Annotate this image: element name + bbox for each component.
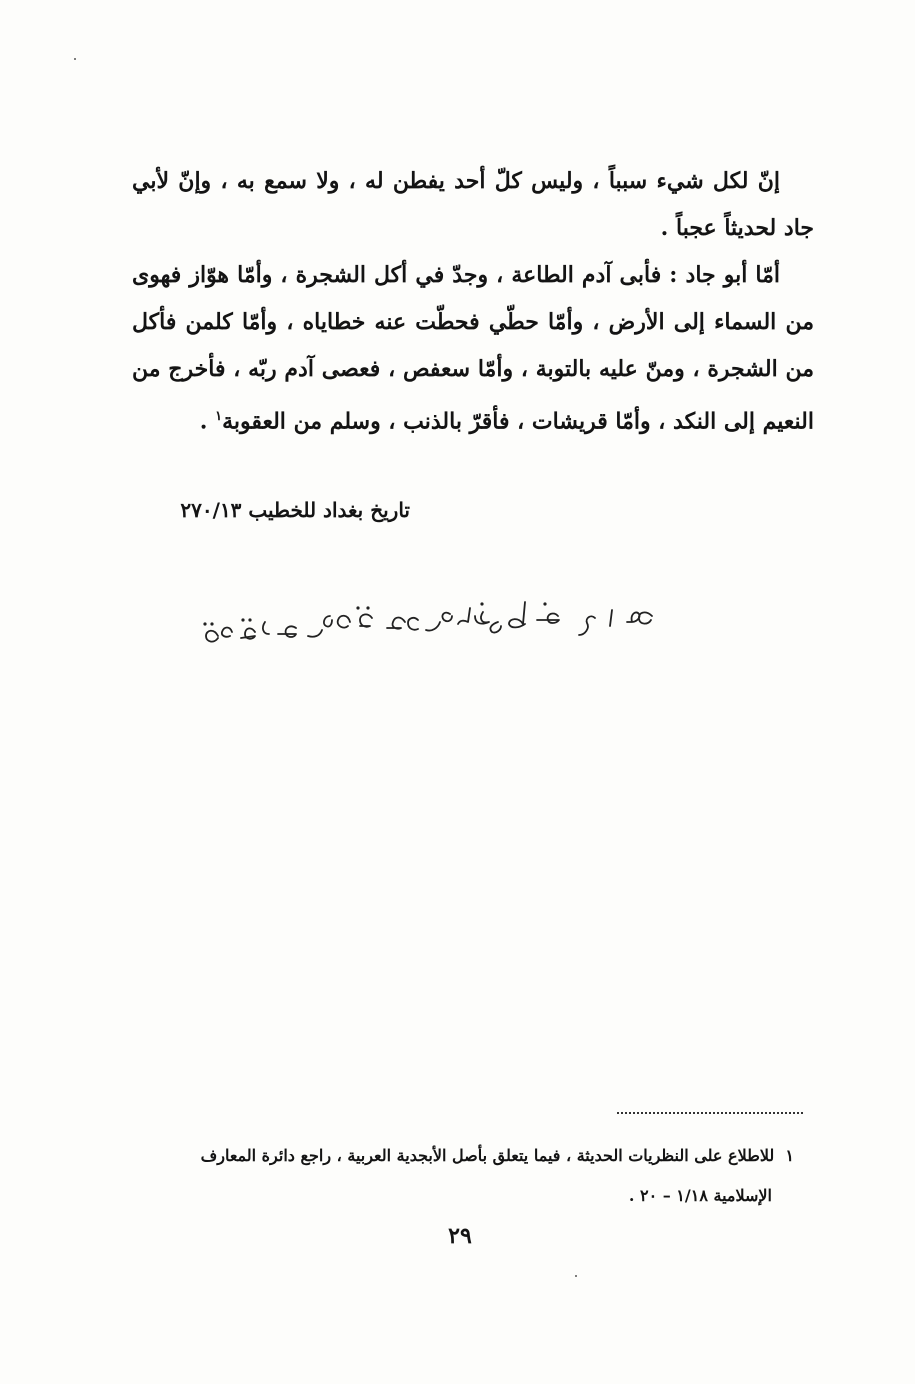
footnote-number: ١ — [785, 1146, 794, 1165]
footnote-text-1: للاطلاع على النظريات الحديثة ، فيما يتعلق بأصل الأبجدية العربية ، راجع دائرة المعارف — [200, 1146, 775, 1165]
main-text — [132, 158, 814, 445]
footnote-separator — [617, 1112, 803, 1114]
paragraph-1: إنّ لكل شيء سبباً ، وليس كلّ أحد يفطن له ، ولا سمع به ، وإنّ لأبي جاد لحديثاً عجباً . — [132, 168, 814, 241]
paper-speck — [575, 1275, 577, 1277]
handwritten-annotation — [100, 592, 660, 667]
handwritten-letters-drawing — [100, 592, 660, 667]
footnote-line-1 — [132, 1136, 794, 1176]
footnote-line-2 — [132, 1176, 794, 1216]
page-number: ٢٩ — [448, 1223, 472, 1249]
footnote-reference[interactable]: ١ — [215, 409, 223, 424]
paragraph-2-text: أمّا أبو جاد : فأبى آدم الطاعة ، وجدّ في أكل الشجرة ، وأمّا هوّاز فهوى من السماء إلى الأرض ، وأمّا حطّي فحطّت عنه خطاياه ، وأمّا كلمن فأكل من الشجرة ، ومنّ عليه بالتوبة ، وأمّا سعفص ، فعصى آدم ربّه ، فأخرج من النعيم إلى النكد ، وأمّا قريشات ، فأقرّ بالذنب ، وسلم من العقوبة — [132, 262, 814, 435]
paragraph-2 — [132, 252, 814, 445]
paragraph-2-end: . — [199, 408, 216, 435]
footnote — [132, 1136, 794, 1216]
footnote-text-2: الإسلامية ١/١٨ – ٢٠ . — [628, 1186, 772, 1205]
paper-speck — [74, 58, 76, 60]
source-citation: تاريخ بغداد للخطيب ٢٧٠/١٣ — [180, 498, 410, 522]
